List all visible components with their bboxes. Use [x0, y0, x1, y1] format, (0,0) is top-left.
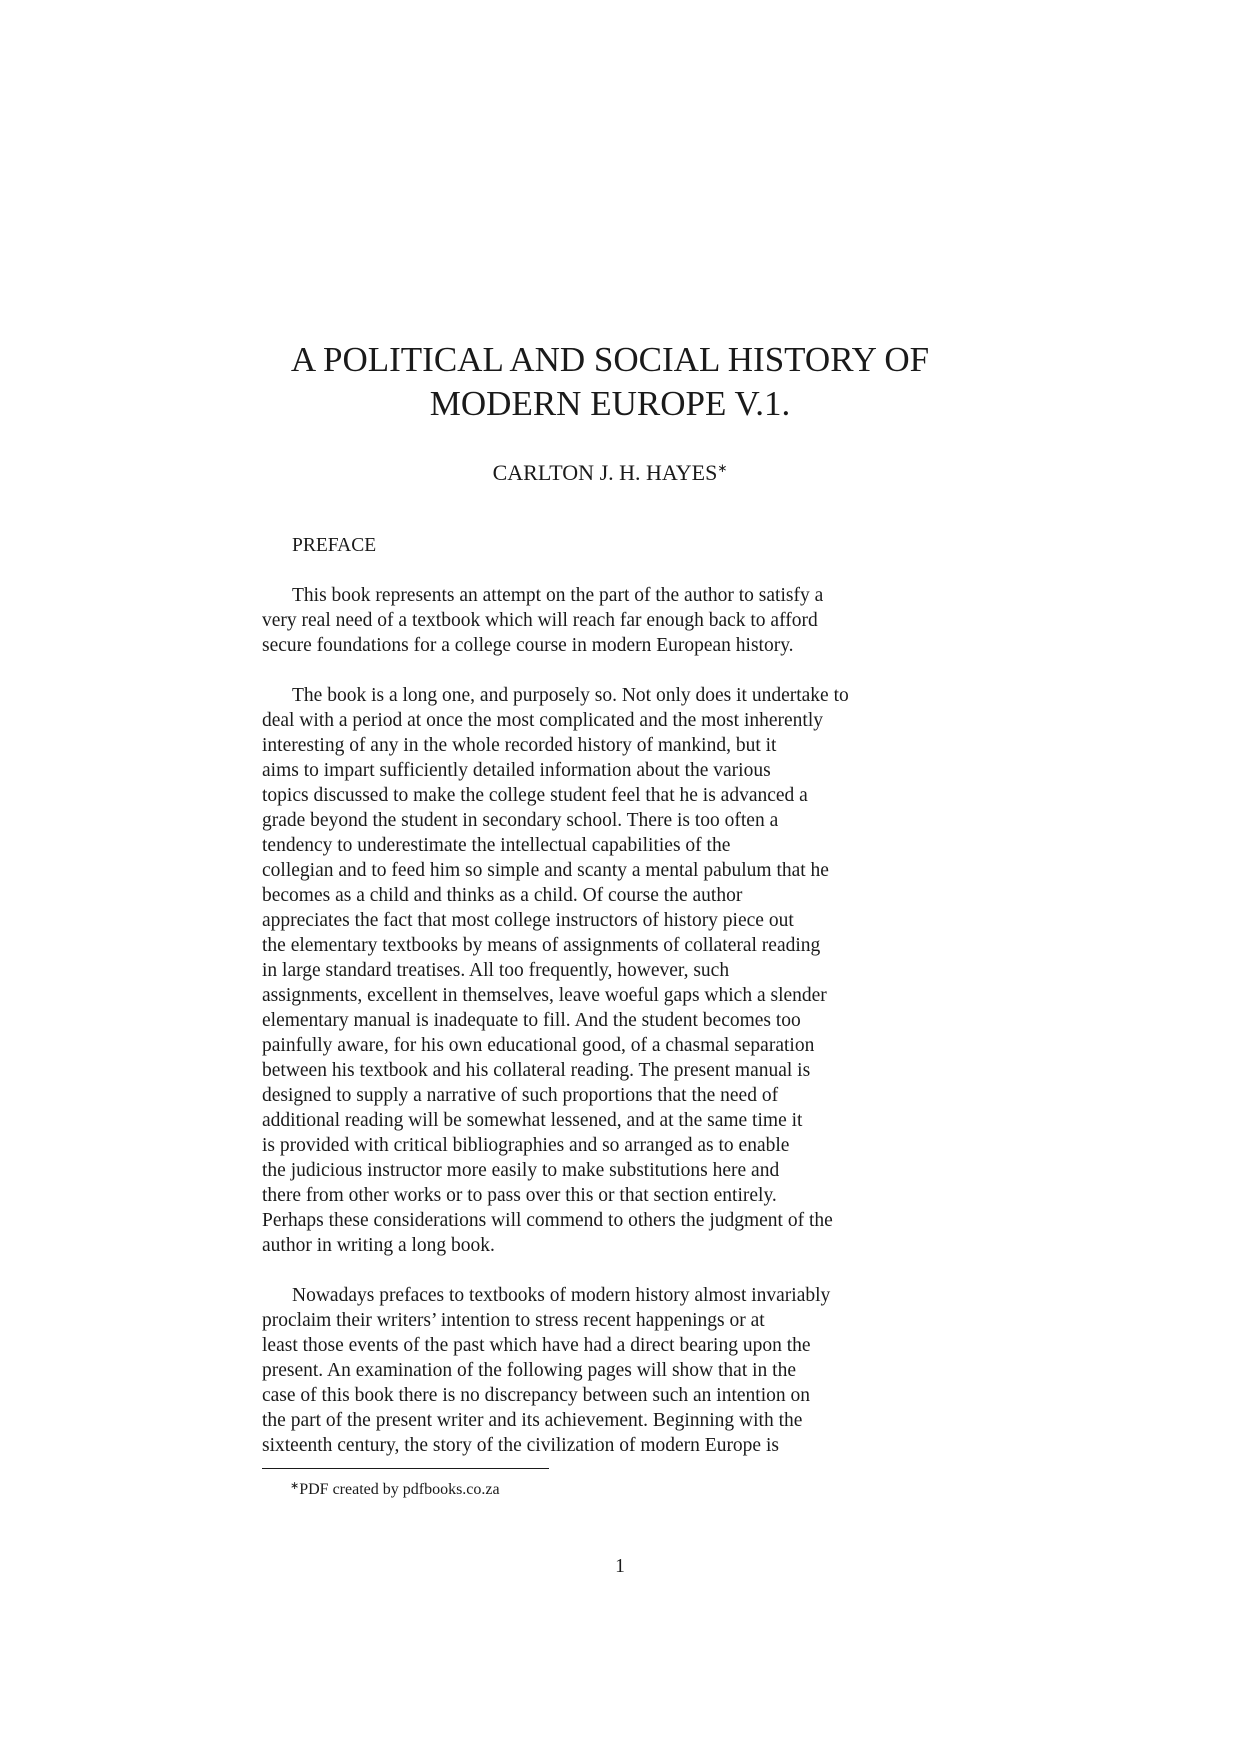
text-line: case of this book there is no discrepancy between such an intention on — [262, 1385, 811, 1406]
footnote — [290, 1476, 500, 1500]
text-line: interesting of any in the whole recorded history of mankind, but it — [262, 735, 777, 756]
text-line: present. An examination of the following pages will show that in the — [262, 1360, 796, 1381]
text-line: tendency to underestimate the intellectual capabilities of the — [262, 835, 731, 856]
text-line: Perhaps these considerations will commend to others the judgment of the — [262, 1210, 833, 1231]
footnote-mark: ∗ — [290, 1480, 300, 1492]
document-title — [260, 338, 960, 426]
text-line: The book is a long one, and purposely so. Not only does it undertake to — [292, 685, 849, 706]
text-line: secure foundations for a college course in modern European history. — [262, 635, 794, 656]
text-line: sixteenth century, the story of the civilization of modern Europe is — [262, 1435, 779, 1456]
text-line: the judicious instructor more easily to make substitutions here and — [262, 1160, 780, 1181]
text-line: in large standard treatises. All too frequently, however, such — [262, 960, 730, 981]
author-name: CARLTON J. H. HAYES — [492, 460, 718, 485]
text-line: assignments, excellent in themselves, leave woeful gaps which a slender — [262, 985, 827, 1006]
text-line: additional reading will be somewhat lessened, and at the same time it — [262, 1110, 803, 1131]
text-line: deal with a period at once the most complicated and the most inherently — [262, 710, 823, 731]
text-line: author in writing a long book. — [262, 1235, 495, 1256]
preface-body — [262, 533, 962, 1483]
paragraph-2 — [262, 683, 962, 1258]
text-line: least those events of the past which have had a direct bearing upon the — [262, 1335, 811, 1356]
text-line: the part of the present writer and its achievement. Beginning with the — [262, 1410, 803, 1431]
footnote-rule — [262, 1468, 549, 1469]
paragraph-3 — [262, 1283, 962, 1458]
text-line: painfully aware, for his own educational good, of a chasmal separation — [262, 1035, 815, 1056]
text-line: topics discussed to make the college student feel that he is advanced a — [262, 785, 808, 806]
page-number: 1 — [615, 1556, 625, 1577]
paragraph-1 — [262, 583, 962, 658]
text-line: designed to supply a narrative of such proportions that the need of — [262, 1085, 779, 1106]
text-line: aims to impart sufficiently detailed information about the various — [262, 760, 771, 781]
text-line: appreciates the fact that most college instructors of history piece out — [262, 910, 794, 931]
text-line: Nowadays prefaces to textbooks of modern history almost invariably — [292, 1285, 831, 1306]
footnote-text: PDF created by pdfbooks.co.za — [299, 1481, 500, 1498]
text-line: elementary manual is inadequate to fill. And the student becomes too — [262, 1010, 801, 1031]
title-line-2: MODERN EUROPE V.1. — [429, 384, 791, 423]
text-line: proclaim their writers’ intention to stress recent happenings or at — [262, 1310, 765, 1331]
text-line: very real need of a textbook which will reach far enough back to afford — [262, 610, 818, 631]
text-line: the elementary textbooks by means of assignments of collateral reading — [262, 935, 821, 956]
section-heading: PREFACE — [292, 535, 377, 556]
title-line-1: A POLITICAL AND SOCIAL HISTORY OF — [290, 340, 930, 379]
text-line: there from other works or to pass over this or that section entirely. — [262, 1185, 777, 1206]
text-line: collegian and to feed him so simple and scanty a mental pabulum that he — [262, 860, 829, 881]
text-line: becomes as a child and thinks as a child. Of course the author — [262, 885, 743, 906]
text-line: between his textbook and his collateral reading. The present manual is — [262, 1060, 811, 1081]
title-block — [260, 338, 960, 426]
text-line: is provided with critical bibliographies and so arranged as to enable — [262, 1135, 790, 1156]
text-line: This book represents an attempt on the part of the author to satisfy a — [292, 585, 824, 606]
author-line — [260, 455, 960, 486]
text-line: grade beyond the student in secondary school. There is too often a — [262, 810, 779, 831]
author-footnote-mark: ∗ — [717, 461, 728, 475]
